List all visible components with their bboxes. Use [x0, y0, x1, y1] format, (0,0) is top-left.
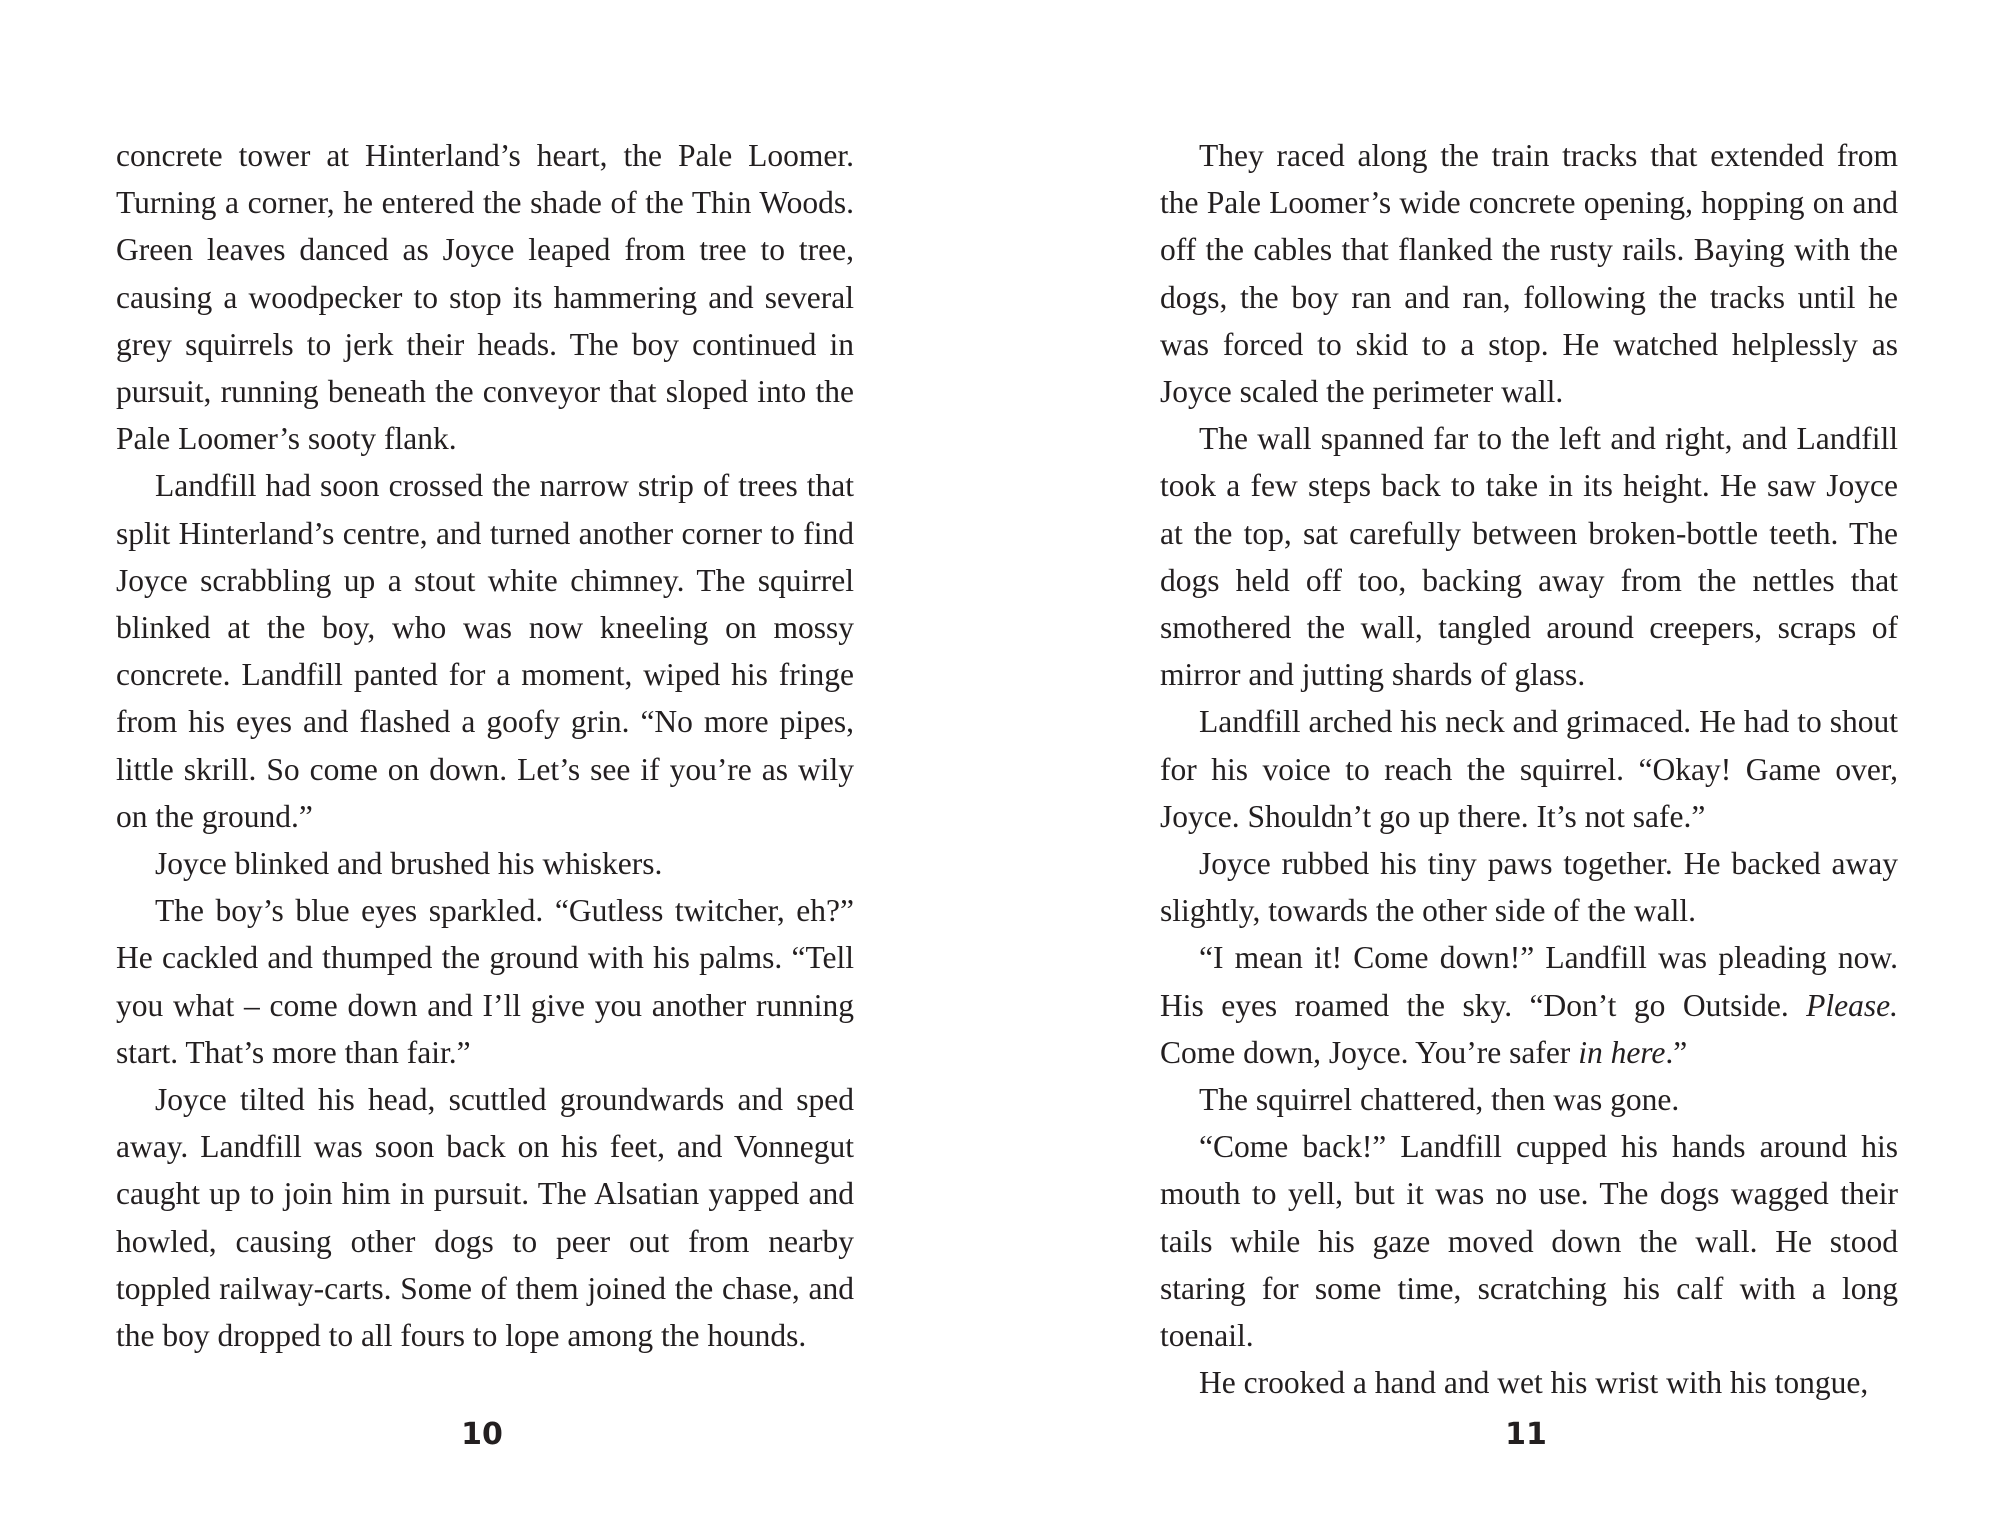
paragraph: Landfill arched his neck and grimaced. He had to shout for his voice to reach the squirrel. “Okay! Game over, Joyce. Shouldn’t go up there. It’s not safe.” — [1160, 704, 1898, 834]
paragraph: Landfill had soon crossed the narrow strip of trees that split Hinterland’s centre, and turned another corner to find Joyce scrabbling up a stout white chimney. The squirrel blinked at the boy, who was now kneeling on mossy concrete. Landfill panted for a moment, wiped his fringe from his eyes and flashed a goofy grin. “No more pipes, little skrill. So come on down. Let’s see if you’re as wily on the ground.” — [116, 468, 854, 834]
text-run: “I mean it! Come down!” Landfill was pleading now. His eyes roamed the sky. “Don’t go Outside. — [1160, 940, 1898, 1023]
italic-in-here: in here — [1578, 1034, 1666, 1070]
paragraph-pleading — [1160, 934, 1898, 1076]
left-page-text — [116, 132, 854, 1359]
right-page-text — [1160, 132, 1898, 1406]
paragraph: He crooked a hand and wet his wrist with his tongue, — [1199, 1365, 1869, 1401]
page-number-left: 10 — [461, 1417, 503, 1452]
italic-please: Please. — [1806, 987, 1898, 1023]
paragraph: Joyce blinked and brushed his whiskers. — [155, 846, 663, 882]
text-run: .” — [1665, 1034, 1688, 1070]
paragraph: The squirrel chattered, then was gone. — [1199, 1082, 1680, 1118]
page-number-right: 11 — [1505, 1417, 1547, 1452]
paragraph: Joyce rubbed his tiny paws together. He backed away slightly, towards the other side of the wall. — [1160, 846, 1898, 929]
paragraph: The boy’s blue eyes sparkled. “Gutless twitcher, eh?” He cackled and thumped the ground with his palms. “Tell you what – come down and I’ll give you another running start. That’s more than fair.” — [116, 893, 854, 1070]
paragraph: “Come back!” Landfill cupped his hands around his mouth to yell, but it was no use. The dogs wagged their tails while his gaze moved down the wall. He stood staring for some time, scratching his calf with a long toenail. — [1160, 1129, 1898, 1354]
paragraph: They raced along the train tracks that extended from the Pale Loomer’s wide concrete opening, hopping on and off the cables that flanked the rusty rails. Baying with the dogs, the boy ran and ran, following the tracks until he was forced to skid to a stop. He watched helplessly as Joyce scaled the perimeter wall. — [1160, 138, 1898, 410]
paragraph: The wall spanned far to the left and right, and Landfill took a few steps back to take in its height. He saw Joyce at the top, sat carefully between broken-bottle teeth. The dogs held off too, backing away from the nettles that smothered the wall, tangled around creepers, scraps of mirror and jutting shards of glass. — [1160, 421, 1898, 693]
text-run: Come down, Joyce. You’re safer — [1160, 1034, 1579, 1070]
paragraph: Joyce tilted his head, scuttled groundwards and sped away. Landfill was soon back on his feet, and Vonnegut caught up to join him in pursuit. The Alsatian yapped and howled, causing other dogs to peer out from nearby toppled railway-carts. Some of them joined the chase, and the boy dropped to all fours to lope among the hounds. — [116, 1082, 854, 1354]
paragraph: concrete tower at Hinterland’s heart, the Pale Loomer. Turning a corner, he entered the shade of the Thin Woods. Green leaves danced as Joyce leaped from tree to tree, causing a woodpecker to stop its hammering and several grey squirrels to jerk their heads. The boy continued in pursuit, running beneath the conveyor that sloped into the Pale Loomer’s sooty flank. — [116, 138, 854, 457]
